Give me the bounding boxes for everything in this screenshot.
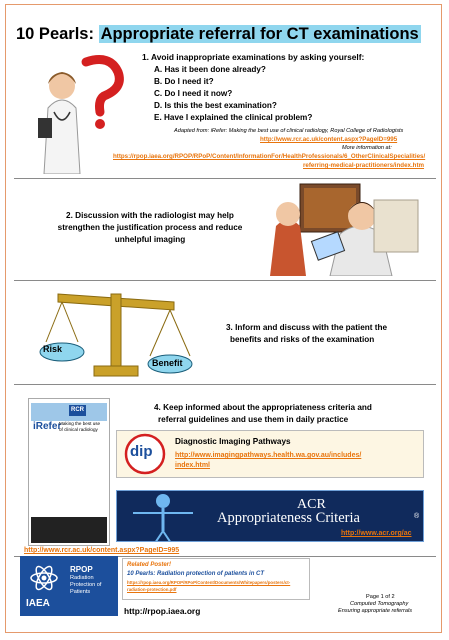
- dip-title: Diagnostic Imaging Pathways: [175, 437, 291, 446]
- rpop-url[interactable]: http://rpop.iaea.org: [124, 606, 201, 616]
- rpop-label: RPOP: [70, 565, 93, 574]
- radiologist-discussion-illustration: [270, 180, 420, 276]
- title-highlight: Appropriate referral for CT examinations: [100, 25, 419, 43]
- related-link-2[interactable]: radiation-protection.pdf: [127, 587, 177, 592]
- section-keep-informed: [14, 386, 436, 557]
- question-d: D. Is this the best examination?: [154, 101, 277, 110]
- page-number: Page 1 of 2: [366, 594, 395, 600]
- dip-link-1[interactable]: http://www.imagingpathways.health.wa.gov.au/includes/: [175, 452, 362, 459]
- irefer-link[interactable]: http://www.rcr.ac.uk/content.aspx?PageID=995: [24, 547, 180, 554]
- acr-line-1: ACR: [297, 497, 326, 512]
- page-title: [16, 25, 421, 44]
- section2-line1: 2. Discussion with the radiologist may help: [66, 211, 234, 220]
- dip-link-2[interactable]: index.html: [175, 462, 211, 469]
- more-info: More information at:: [342, 145, 392, 151]
- footer: [20, 556, 432, 619]
- book-title: iRefer: [33, 421, 62, 432]
- dip-logo-text: dip: [130, 443, 153, 460]
- related-label: Related Poster!: [127, 562, 172, 568]
- question-c: C. Do I need it now?: [154, 89, 233, 98]
- title-prefix: 10 Pearls:: [16, 25, 99, 43]
- related-poster-box: [122, 558, 310, 600]
- book-subtitle-1: Making the best use: [59, 421, 101, 426]
- rpop-sub-1: Radiation: [70, 575, 94, 581]
- acr-line-2: Appropriateness Criteria: [217, 510, 360, 526]
- skeleton-figure-icon: [123, 491, 203, 542]
- rpop-link-1[interactable]: https://rpop.iaea.org/RPOP/RPoP/Content/InformationFor/HealthProfessionals/6_OtherClinicalSpecialities/: [113, 153, 426, 160]
- section3-line1: 3. Inform and discuss with the patient the: [226, 323, 388, 332]
- section2-line3: unhelpful imaging: [114, 235, 186, 244]
- related-title: 10 Pearls: Radiation protection of patients in CT: [127, 571, 265, 577]
- footer-subtitle: Ensuring appropriate referrals: [338, 608, 412, 614]
- question-a: A. Has it been done already?: [154, 65, 266, 74]
- section-discussion: [14, 180, 436, 281]
- acr-appropriateness-banner: [116, 490, 424, 542]
- rpop-link-2[interactable]: referring-medical-practitioners/index.htm: [303, 162, 425, 169]
- risk-label: Risk: [43, 344, 63, 354]
- section2-line2: strengthen the justification process and reduce: [57, 223, 243, 232]
- iaea-atom-icon: [28, 562, 60, 594]
- adapted-from: Adapted from: iRefer: Making the best use of clinical radiology, Royal College of Radiologists: [174, 128, 404, 134]
- footer-topic: Computed Tomography: [350, 601, 409, 607]
- rcr-link[interactable]: http://www.rcr.ac.uk/content.aspx?PageID=995: [260, 136, 398, 143]
- rpop-sub-3: Patients: [70, 589, 91, 595]
- section4-line2: referral guidelines and use them in daily practice: [158, 415, 349, 424]
- rcr-logo: RCR: [69, 405, 86, 416]
- section1-heading: 1. Avoid inappropriate examinations by asking yourself:: [142, 52, 365, 62]
- section-avoid-inappropriate: [14, 48, 436, 179]
- diagnostic-imaging-pathways-panel: [116, 430, 424, 478]
- irefer-book-cover: [28, 398, 110, 546]
- section3-line2: benefits and risks of the examination: [230, 335, 375, 344]
- iaea-label: IAEA: [26, 598, 50, 609]
- acr-link[interactable]: http://www.acr.org/ac: [341, 530, 412, 537]
- acr-registered-mark: ®: [414, 513, 420, 520]
- related-link-1[interactable]: https://rpop.iaea.org/RPOP/RPoP/Content/Documents/Whitepapers/posters/ct-: [127, 580, 291, 585]
- iaea-rpop-logo-block: [20, 556, 118, 616]
- benefit-label: Benefit: [152, 358, 183, 368]
- rpop-sub-2: Protection of: [70, 582, 102, 588]
- book-subtitle-2: of clinical radiology: [59, 427, 98, 432]
- question-e: E. Have I explained the clinical problem?: [154, 113, 313, 122]
- question-b: B. Do I need it?: [154, 77, 214, 86]
- section-inform-patient: [14, 282, 436, 385]
- section4-line1: 4. Keep informed about the appropriateness criteria and: [154, 403, 372, 412]
